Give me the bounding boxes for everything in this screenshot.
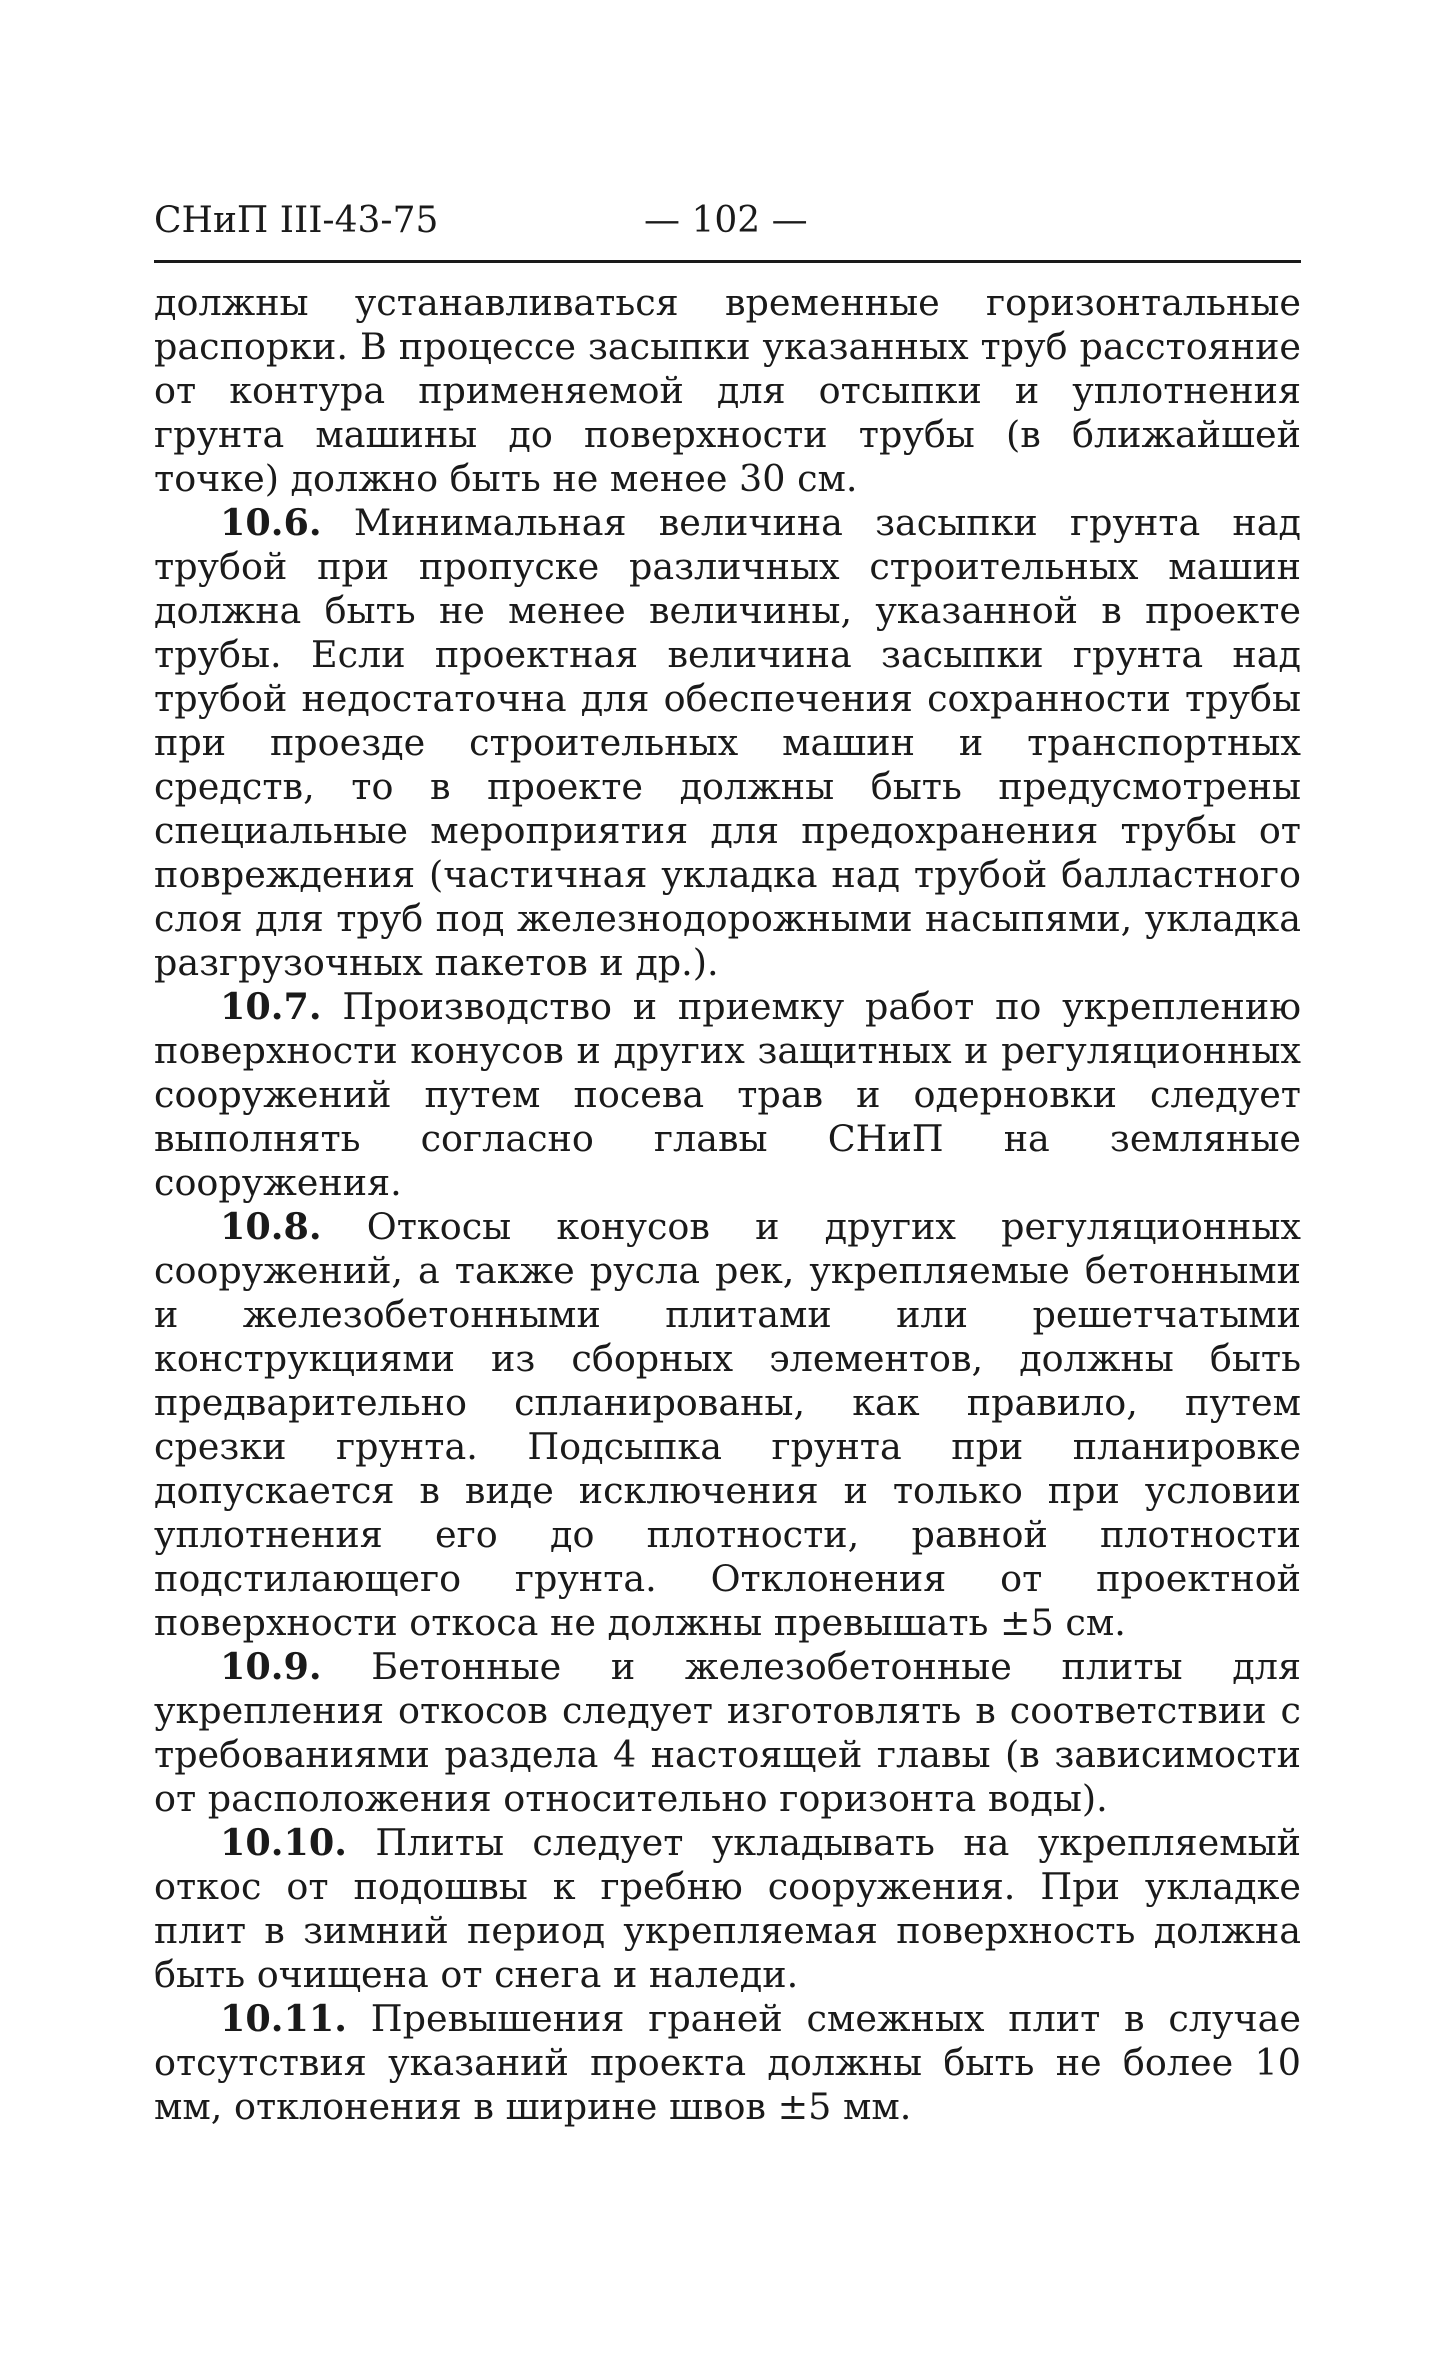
clause-number: 10.11. <box>220 1997 348 2040</box>
document-body <box>154 281 1301 2129</box>
clause-number: 10.6. <box>220 501 322 544</box>
paragraph-text: Минимальная величина засыпки грунта над трубой при пропуске различных строительных машин должна быть не менее величины, указанной в проекте трубы. Если проектная величина засыпки грунта над трубой недостаточна для обеспечения сохранности трубы при проезде строительных машин и транспортных средств, то в проекте должны быть предусмотрены специальные мероприятия для предохранения трубы от повреждения (частичная укладка над трубой балластного слоя для труб под железнодорожными насыпями, укладка разгрузочных пакетов и др.). <box>154 501 1301 984</box>
paragraph-text: должны устанавливаться временные горизонтальные распорки. В процессе засыпки указанных труб расстояние от контура применяемой для отсыпки и уплотнения грунта машины до поверхности трубы (в ближайшей точке) должно быть не менее 30 см. <box>154 281 1301 500</box>
clause-number: 10.9. <box>220 1645 322 1688</box>
page-header <box>154 190 1301 252</box>
paragraph-10-7 <box>154 985 1301 1205</box>
paragraph-text: Бетонные и железобетонные плиты для укрепления откосов следует изготовлять в соответствии с требованиями раздела 4 настоящей главы (в зависимости от расположения относительно горизонта воды). <box>154 1645 1301 1820</box>
paragraph-10-11 <box>154 1997 1301 2129</box>
paragraph-10-6 <box>154 501 1301 985</box>
paragraph-10-10 <box>154 1821 1301 1997</box>
paragraph-10-8 <box>154 1205 1301 1645</box>
document-page <box>154 190 1301 2129</box>
page-number: — 102 — <box>644 200 808 241</box>
paragraph-text: Производство и приемку работ по укреплению поверхности конусов и других защитных и регуляционных сооружений путем посева трав и одерновки следует выполнять согласно главы СНиП на земляные сооружения. <box>154 985 1301 1204</box>
paragraph-text: Откосы конусов и других регуляционных сооружений, а также русла рек, укрепляемые бетонными и железобетонными плитами или решетчатыми конструкциями из сборных элементов, должны быть предварительно спланированы, как правило, путем срезки грунта. Подсыпка грунта при планировке допускается в виде исключения и только при условии уплотнения его до плотности, равной плотности подстилающего грунта. Отклонения от проектной поверхности откоса не должны превышать ±5 см. <box>154 1205 1301 1644</box>
clause-number: 10.10. <box>220 1821 348 1864</box>
paragraph-text: Плиты следует укладывать на укрепляемый откос от подошвы к гребню сооружения. При укладке плит в зимний период укрепляемая поверхность должна быть очищена от снега и наледи. <box>154 1821 1301 1996</box>
paragraph-10-9 <box>154 1645 1301 1821</box>
document-code: СНиП III-43-75 <box>154 200 439 241</box>
clause-number: 10.8. <box>220 1205 322 1248</box>
header-rule <box>154 260 1301 263</box>
clause-number: 10.7. <box>220 985 322 1028</box>
paragraph-continued <box>154 281 1301 501</box>
paragraph-text: Превышения граней смежных плит в случае отсутствия указаний проекта должны быть не более 10 мм, отклонения в ширине швов ±5 мм. <box>154 1997 1301 2128</box>
